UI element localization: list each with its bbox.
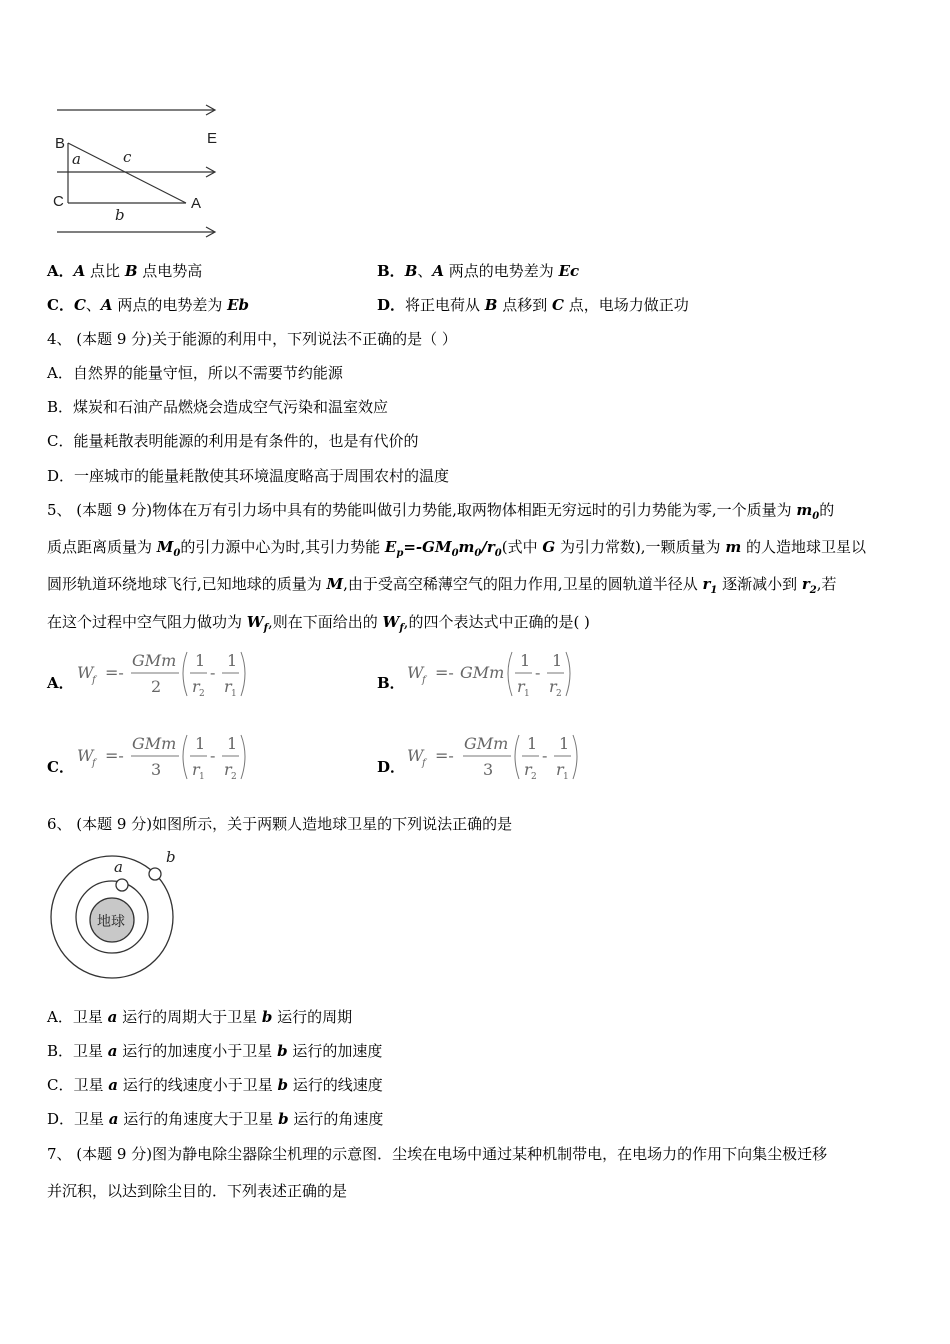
side-label-c: c bbox=[123, 148, 132, 166]
q5-option-d-letter: D． bbox=[377, 758, 406, 776]
svg-text:GMm: GMm bbox=[460, 663, 505, 682]
svg-text:2: 2 bbox=[556, 689, 562, 699]
svg-text:-: - bbox=[210, 663, 216, 682]
q5-option-c-letter: C． bbox=[47, 758, 74, 776]
svg-text:=-: =- bbox=[105, 746, 124, 765]
svg-text:3: 3 bbox=[151, 760, 162, 779]
svg-text:=-: =- bbox=[435, 746, 454, 765]
q6-option-d: D．卫星 a 运行的角速度大于卫星 b 运行的角速度 bbox=[47, 1110, 384, 1128]
svg-text:2: 2 bbox=[199, 689, 205, 699]
svg-text:r: r bbox=[549, 677, 557, 696]
svg-text:1: 1 bbox=[552, 651, 563, 670]
q4-option-b: B．煤炭和石油产品燃烧会造成空气污染和温室效应 bbox=[47, 398, 389, 416]
svg-text:1: 1 bbox=[227, 734, 238, 753]
side-label-b: b bbox=[115, 206, 125, 224]
svg-text:r: r bbox=[224, 760, 232, 779]
svg-text:1: 1 bbox=[195, 734, 206, 753]
q7-stem-line-1: 7、 (本题 9 分)图为静电除尘器除尘机理的示意图．尘埃在电场中通过某种机制带电，在电场力的作用下向集尘极迁移 bbox=[47, 1145, 828, 1163]
svg-text:1: 1 bbox=[227, 651, 238, 670]
q7-stem-line-2: 并沉积，以达到除尘目的．下列表述正确的是 bbox=[47, 1182, 348, 1200]
q3-option-a: A．A 点比 B 点电势高 bbox=[47, 262, 203, 280]
point-label-c: C bbox=[53, 193, 64, 210]
field-triangle-figure bbox=[0, 0, 950, 260]
q3-option-c: C．C、A 两点的电势差为 Eb bbox=[47, 296, 250, 314]
svg-text:r: r bbox=[192, 760, 200, 779]
point-label-a: A bbox=[191, 195, 202, 212]
svg-text:=-: =- bbox=[105, 663, 124, 682]
q4-option-d: D．一座城市的能量耗散使其环境温度略高于周围农村的温度 bbox=[47, 467, 450, 485]
svg-text:GMm: GMm bbox=[132, 734, 177, 753]
q4-option-c: C．能量耗散表明能源的利用是有条件的，也是有代价的 bbox=[47, 432, 419, 450]
q6-option-b: B．卫星 a 运行的加速度小于卫星 b 运行的加速度 bbox=[47, 1042, 383, 1060]
side-label-a: a bbox=[72, 150, 81, 168]
q5-formula-a bbox=[75, 648, 275, 708]
q5-stem-line-4: 在这个过程中空气阻力做功为 $W_f$,则在下面给出的 $W_f$,的四个表达式中正确的是( ) bbox=[47, 613, 590, 634]
svg-text:1: 1 bbox=[559, 734, 570, 753]
satellite-orbits-figure bbox=[40, 845, 240, 985]
svg-text:2: 2 bbox=[531, 772, 537, 782]
svg-text:f: f bbox=[92, 675, 96, 686]
svg-text:r: r bbox=[517, 677, 525, 696]
q5-stem-line-3: 圆形轨道环绕地球飞行,已知地球的质量为 M,由于受高空稀薄空气的阻力作用,卫星的圆轨道半径从 $r_1$ 逐渐减小到 $r_2$,若 bbox=[47, 575, 837, 596]
satellite-b bbox=[149, 868, 161, 880]
svg-text:W: W bbox=[407, 663, 424, 682]
svg-text:1: 1 bbox=[520, 651, 531, 670]
svg-text:1: 1 bbox=[195, 651, 206, 670]
svg-text:GMm: GMm bbox=[132, 651, 177, 670]
q5-option-a-letter: A． bbox=[47, 674, 74, 692]
svg-text:1: 1 bbox=[231, 689, 237, 699]
svg-text:-: - bbox=[535, 663, 541, 682]
q3-option-b: B．B、A 两点的电势差为 Ec bbox=[377, 262, 580, 280]
svg-text:1: 1 bbox=[524, 689, 530, 699]
svg-text:f: f bbox=[422, 675, 426, 686]
svg-text:f: f bbox=[422, 758, 426, 769]
satellite-a bbox=[116, 879, 128, 891]
svg-text:W: W bbox=[77, 746, 94, 765]
point-label-b: B bbox=[55, 135, 66, 152]
svg-text:W: W bbox=[77, 663, 94, 682]
svg-text:2: 2 bbox=[231, 772, 237, 782]
svg-text:=-: =- bbox=[435, 663, 454, 682]
q5-stem-line-1: 5、 (本题 9 分)物体在万有引力场中具有的势能叫做引力势能,取两物体相距无穷远时的引力势能为零,一个质量为 $m_0$的 bbox=[47, 501, 835, 522]
svg-text:r: r bbox=[524, 760, 532, 779]
q5-formula-d bbox=[405, 731, 605, 791]
q4-stem: 4、 (本题 9 分)关于能源的利用中，下列说法不正确的是（ ） bbox=[47, 330, 457, 348]
q6-stem: 6、 (本题 9 分)如图所示，关于两颗人造地球卫星的下列说法正确的是 bbox=[47, 815, 513, 833]
svg-text:1: 1 bbox=[563, 772, 569, 782]
field-label-e: E bbox=[207, 130, 218, 147]
q5-formula-b bbox=[405, 648, 605, 708]
satellite-b-label: b bbox=[166, 848, 176, 866]
svg-text:r: r bbox=[192, 677, 200, 696]
svg-text:f: f bbox=[92, 758, 96, 769]
svg-text:1: 1 bbox=[199, 772, 205, 782]
svg-text:W: W bbox=[407, 746, 424, 765]
svg-text:3: 3 bbox=[483, 760, 494, 779]
svg-text:-: - bbox=[542, 746, 548, 765]
svg-text:1: 1 bbox=[527, 734, 538, 753]
q5-formula-c bbox=[75, 731, 275, 791]
q5-stem-line-2: 质点距离质量为 $M_0$的引力源中心为时,其引力势能 $E_p=-GM_0m_0/r_0$(式中 G 为引力常数),一颗质量为 m 的人造地球卫星以 bbox=[47, 538, 866, 559]
q4-option-a: A．自然界的能量守恒，所以不需要节约能源 bbox=[47, 364, 343, 382]
earth-label: 地球 bbox=[97, 914, 125, 930]
svg-text:-: - bbox=[210, 746, 216, 765]
q5-option-b-letter: B． bbox=[377, 674, 405, 692]
svg-text:r: r bbox=[556, 760, 564, 779]
svg-text:GMm: GMm bbox=[464, 734, 509, 753]
q6-option-c: C．卫星 a 运行的线速度小于卫星 b 运行的线速度 bbox=[47, 1076, 383, 1094]
svg-text:r: r bbox=[224, 677, 232, 696]
q6-option-a: A．卫星 a 运行的周期大于卫星 b 运行的周期 bbox=[47, 1008, 353, 1026]
q3-option-d: D．将正电荷从 B 点移到 C 点，电场力做正功 bbox=[377, 296, 689, 314]
svg-text:2: 2 bbox=[151, 677, 162, 696]
satellite-a-label: a bbox=[114, 858, 123, 876]
